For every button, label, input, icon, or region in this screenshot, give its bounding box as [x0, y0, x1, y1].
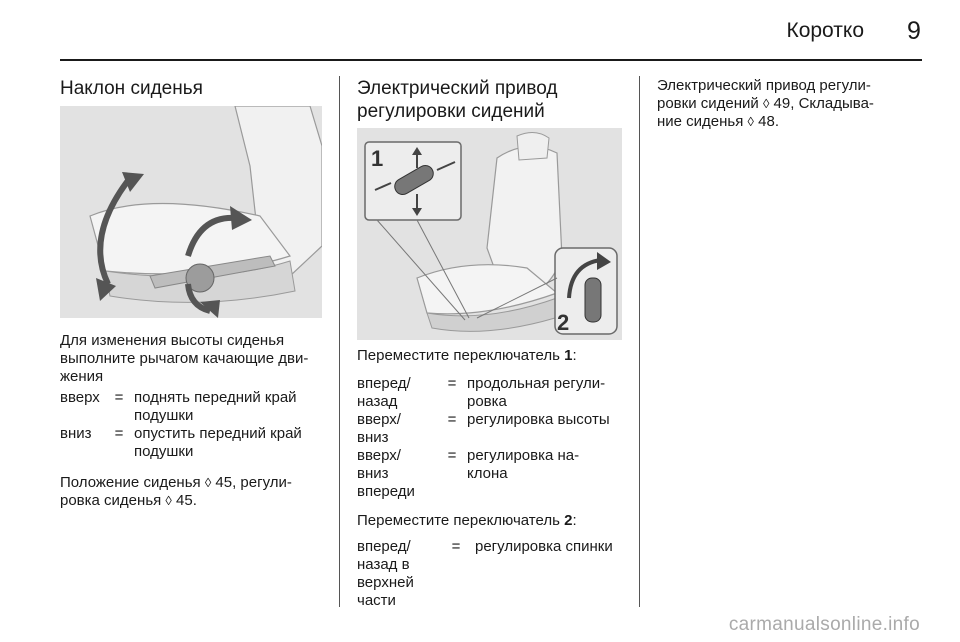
seat-tilt-paragraph	[60, 332, 326, 386]
definition-equals: =	[114, 425, 124, 442]
definition-equals: =	[447, 447, 457, 464]
reference-line	[60, 492, 326, 510]
definition-term	[357, 447, 437, 501]
running-header-title: Коротко	[786, 19, 864, 42]
definition-line: клона	[467, 465, 508, 482]
definition-equals: =	[451, 538, 461, 555]
reference-line: Электрический привод регули-	[657, 77, 871, 94]
intro-text: Переместите переключатель	[357, 512, 565, 529]
reference-line	[60, 474, 326, 492]
term-line: верхней	[357, 574, 414, 591]
term-line: назад в	[357, 556, 410, 573]
header-rule	[60, 59, 922, 61]
term-line: части	[357, 592, 396, 609]
definition-text	[467, 375, 627, 411]
definition-row	[357, 375, 627, 411]
definition-equals: =	[114, 389, 124, 406]
definition-row	[357, 447, 627, 501]
page-reference-icon: ◊	[747, 114, 754, 129]
definition-text	[475, 538, 627, 610]
intro-text: Переместите переключатель	[357, 347, 565, 364]
definition-equals: =	[447, 411, 457, 428]
switch-1-intro	[357, 347, 577, 365]
paragraph-line: Для изменения высоты сиденья	[60, 332, 285, 349]
reference-line	[657, 95, 927, 113]
definition-line: ровка	[467, 393, 507, 410]
intro-colon: :	[572, 347, 577, 364]
reference-page-link[interactable]: 45.	[171, 492, 197, 509]
intro-colon: :	[572, 512, 577, 529]
page-reference-icon: ◊	[204, 475, 212, 490]
definition-text	[134, 389, 330, 425]
definition-row	[60, 425, 330, 461]
column-divider-2	[639, 76, 640, 607]
term-line: вверх/	[357, 447, 401, 464]
switch-2-intro	[357, 512, 577, 530]
reference-text: ровки сидений	[657, 95, 763, 112]
reference-page-link[interactable]: 45, регули-	[211, 474, 292, 491]
switch-number: 2	[564, 512, 573, 529]
term-line: впереди	[357, 483, 415, 500]
definition-line: продольная регули-	[467, 375, 606, 392]
definition-line: регулировка спинки	[475, 538, 613, 555]
term-line: назад	[357, 393, 398, 410]
definition-equals: =	[447, 375, 457, 392]
heading-line: регулировки сидений	[357, 101, 545, 122]
electric-seat-illustration	[357, 128, 622, 340]
reference-line	[657, 113, 927, 131]
paragraph-line: жения	[60, 368, 104, 385]
definition-line: подушки	[134, 443, 194, 460]
definition-text	[467, 447, 627, 501]
electric-seat-drawing	[357, 128, 622, 340]
definition-term: вверх	[60, 389, 100, 406]
definition-term	[357, 411, 437, 447]
definition-line: регулировка высоты	[467, 411, 610, 428]
switch-1-definition-table	[357, 375, 627, 501]
page-reference-icon: ◊	[165, 493, 172, 508]
definition-text	[467, 411, 627, 447]
paragraph-line: выполните рычагом качающие дви-	[60, 350, 309, 367]
term-line: вперед/	[357, 538, 411, 555]
figure-callout-1: 1	[371, 146, 384, 171]
seat-position-references	[60, 474, 326, 510]
definition-row	[357, 538, 627, 610]
term-line: вперед/	[357, 375, 411, 392]
section-heading-seat-tilt: Наклон сиденья	[60, 78, 203, 99]
reference-page-link[interactable]: 48.	[753, 113, 780, 130]
definition-row	[60, 389, 330, 425]
reference-text: ровка сиденья	[60, 492, 166, 509]
seat-tilt-definition-table	[60, 389, 330, 461]
definition-term: вниз	[60, 425, 92, 442]
reference-page-link[interactable]: 49, Складыва-	[769, 95, 874, 112]
definition-line: регулировка на-	[467, 447, 580, 464]
heading-line: Электрический привод	[357, 78, 558, 99]
definition-term	[357, 538, 437, 610]
definition-line: опустить передний край	[134, 425, 302, 442]
seat-tilt-drawing	[60, 106, 322, 318]
term-line: вниз	[357, 465, 389, 482]
page-reference-icon: ◊	[762, 96, 770, 111]
section-heading-electric-seat	[357, 77, 627, 123]
page-number: 9	[907, 17, 921, 45]
definition-text	[134, 425, 330, 461]
switch-number: 1	[564, 347, 573, 364]
switch-2-definition-table	[357, 538, 627, 610]
definition-line: подушки	[134, 407, 194, 424]
term-line: вверх/	[357, 411, 401, 428]
definition-row	[357, 411, 627, 447]
reference-text: Положение сиденья	[60, 474, 205, 491]
definition-line: поднять передний край	[134, 389, 297, 406]
watermark: carmanualsonline.info	[728, 614, 920, 635]
figure-callout-2: 2	[557, 310, 570, 335]
seat-tilt-illustration	[60, 106, 322, 318]
column-divider-1	[339, 76, 340, 607]
definition-term	[357, 375, 437, 411]
electric-seat-references	[657, 77, 927, 131]
term-line: вниз	[357, 429, 389, 446]
reference-text: ние сиденья	[657, 113, 748, 130]
